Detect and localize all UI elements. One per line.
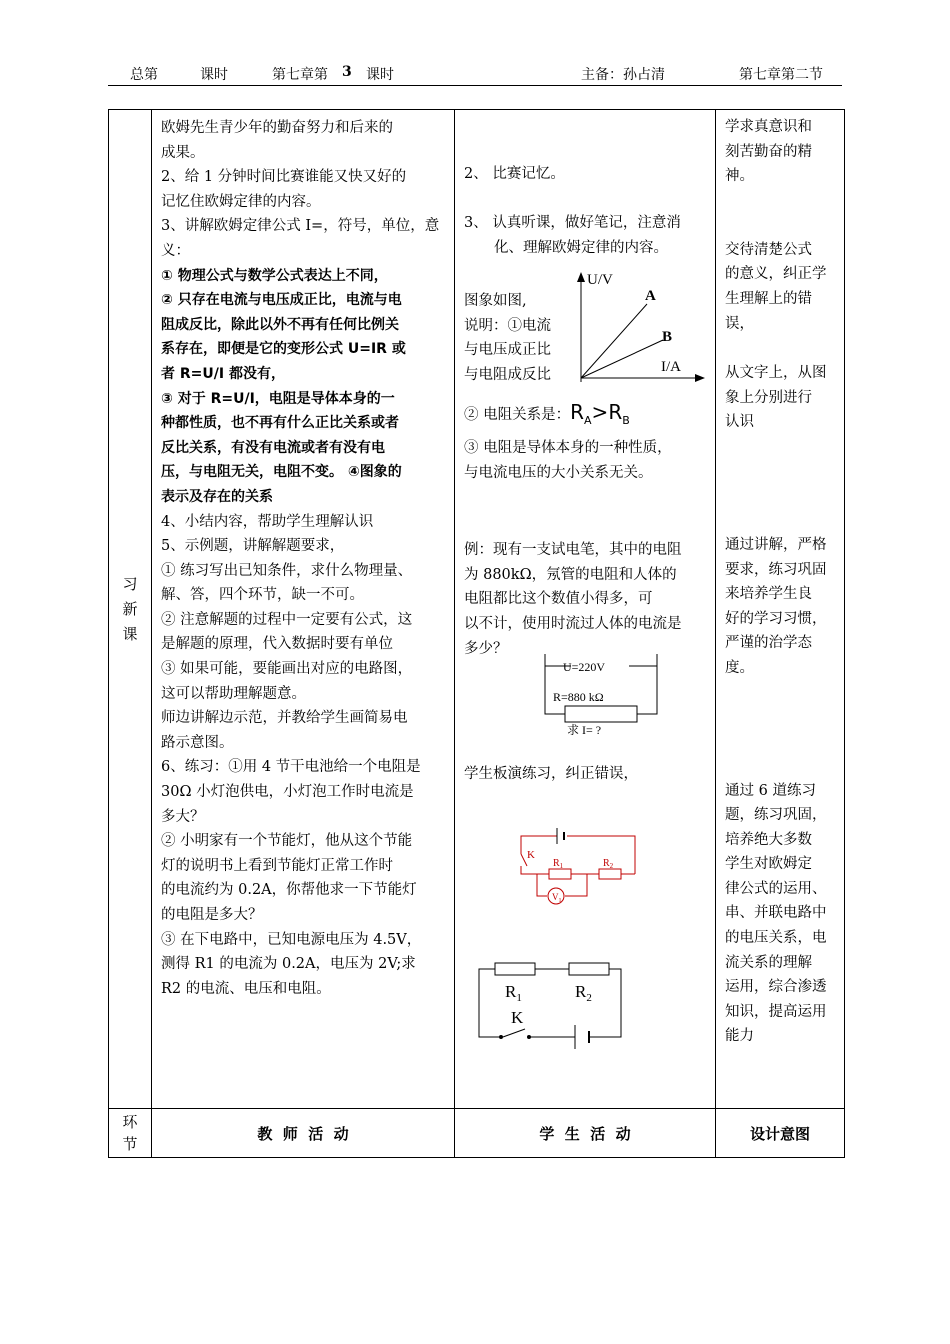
c3-switch-contact: [527, 1035, 531, 1039]
c2-wire-top-right: [567, 836, 635, 874]
circuit-resistor: [565, 706, 637, 722]
example-line-2: 为 880kΩ，氖管的电阻和人体的: [464, 567, 677, 583]
teacher-line: 的电流约为 0.2A，你帮他求一下节能灯: [161, 882, 417, 899]
teacher-line: 多大？: [161, 808, 205, 825]
teacher-line: 灯的说明书上看到节能灯正常工作时: [161, 857, 393, 874]
c2-volt-right: [565, 874, 587, 896]
c2-r1-label: $R_1$: [553, 858, 564, 870]
graph-note-1: 说明：①电流: [464, 318, 551, 334]
c3-resistor-2: [569, 963, 609, 975]
footer-stage: [109, 1109, 152, 1158]
design-line: 来培养学生良: [725, 586, 812, 603]
design-line: 流关系的理解: [725, 954, 812, 971]
example-line-4: 以不计，使用时流过人体的电流是: [464, 616, 682, 632]
design-line: 交待清楚公式: [725, 241, 812, 258]
design-line: 运用，综合渗透: [725, 979, 827, 996]
graph-line-a-label: A: [645, 288, 656, 304]
example-circuit: [525, 642, 675, 737]
student-item-2: 2、 比赛记忆。: [464, 166, 565, 182]
design-line: 能力: [725, 1028, 754, 1045]
teacher-line: 记忆住欧姆定律的内容。: [161, 193, 321, 210]
design-line: 好的学习习惯，: [725, 610, 827, 627]
teacher-line: 系存在，即便是它的变形公式 U=IR 或: [161, 341, 406, 358]
student-activity-area: [455, 110, 715, 1108]
design-block: [725, 779, 838, 1050]
c2-voltmeter-label: $V_1$: [552, 892, 562, 904]
design-line: 度。: [725, 659, 754, 676]
c2-volt-left: [537, 874, 547, 896]
teacher-line: R2 的电流、电压和电阻。: [161, 980, 331, 997]
design-line: 培养绝大多数: [725, 831, 812, 848]
footer-stage-char: 环: [122, 1113, 138, 1131]
header-section: 第七章第二节: [739, 67, 823, 83]
teacher-activity-text: [152, 110, 454, 1001]
student-item-3a: 3、 认真听课，做好笔记，注意消: [464, 215, 681, 231]
stage-label: [109, 110, 151, 647]
graph-note-3: 与电阻成反比: [464, 367, 551, 383]
series-circuit-diagram: [471, 955, 631, 1055]
teacher-line: 者 R=U/I 都没有，: [161, 365, 285, 382]
teacher-line: 4、小结内容，帮助学生理解认识: [161, 513, 374, 530]
c2-resistor-2: [599, 869, 621, 879]
design-line: 的意义，纠正学: [725, 266, 827, 283]
design-line: 串、并联电路中: [725, 905, 827, 922]
design-line: 神。: [725, 168, 754, 185]
teacher-line: 欧姆先生青少年的勤奋努力和后来的: [161, 120, 393, 136]
design-line: 严谨的治学态: [725, 635, 812, 652]
resistance-ra: $R_A>R_B$: [570, 400, 630, 427]
graph-y-label: U/V: [587, 272, 613, 288]
stage-char: 课: [122, 625, 138, 643]
graph-intro: 图象如图,: [464, 293, 527, 309]
design-intent-cell: [716, 110, 845, 1109]
teacher-line: ③ 在下电路中，已知电源电压为 4.5V，: [161, 931, 422, 948]
resistance-relation: [464, 400, 709, 434]
header-chapter-suffix: 课时: [366, 67, 394, 83]
teacher-line: 3、讲解欧姆定律公式 I=，符号，单位，意: [161, 218, 440, 235]
graph-x-arrow: [695, 374, 705, 382]
student-item-3b: 化、理解欧姆定律的内容。: [494, 240, 668, 256]
c3-switch-pivot: [499, 1035, 503, 1039]
teacher-line: 表示及存在的关系: [161, 488, 273, 505]
c3-r1-label: $R_1$: [505, 982, 522, 1004]
c3-switch-label: K: [511, 1008, 524, 1027]
teacher-line: ③ 对于 R=U/I，电阻是导体本身的一: [161, 390, 395, 407]
teacher-line: 阻成反比，除此以外不再有任何比例关: [161, 316, 399, 333]
board-practice: 学生板演练习，纠正错误，: [464, 766, 638, 782]
example-line-1: 例：现有一支试电笔，其中的电阻: [464, 542, 682, 558]
teacher-line: ② 只存在电流与电压成正比，电流与电: [161, 292, 402, 309]
design-line: 要求，练习巩固: [725, 561, 827, 578]
design-line: 学求真意识和: [725, 119, 812, 135]
stage-char: 习: [122, 575, 138, 593]
footer-design: 设计意图: [716, 1109, 845, 1158]
footer-stage-char: 节: [122, 1135, 138, 1153]
c3-wire-right: [589, 969, 621, 1037]
teacher-line: 这可以帮助理解题意。: [161, 685, 306, 702]
footer-student: 学 生 活 动: [455, 1109, 716, 1158]
c2-r2-label: $R_2$: [603, 858, 614, 870]
teacher-line: ② 小明家有一个节能灯，他从这个节能: [161, 833, 413, 850]
content-row: [109, 110, 845, 1109]
design-block: [725, 238, 838, 336]
header-chapter-prefix: 第七章第: [272, 67, 328, 83]
design-line: 通过 6 道练习: [725, 782, 816, 799]
teacher-line: 是解题的原理，代入数据时要有单位: [161, 636, 393, 653]
design-line: 误，: [725, 315, 754, 332]
teacher-line: 解、答，四个环节，缺一不可。: [161, 587, 364, 604]
circuit-top-wire-right: [629, 666, 657, 714]
design-block: [725, 115, 838, 189]
stage-char: 新: [122, 600, 138, 618]
property-note-b: 与电流电压的大小关系无关。: [464, 465, 653, 481]
design-line: 通过讲解，严格: [725, 536, 827, 553]
teacher-line: 种都性质，也不再有什么正比关系或者: [161, 415, 399, 432]
header-author: 主备：孙占清: [581, 67, 665, 83]
footer-row: [109, 1109, 845, 1158]
c3-r2-label: $R_2$: [575, 982, 592, 1004]
design-line: 学生对欧姆定: [725, 856, 812, 873]
teacher-line: 测得 R1 的电流为 0.2A，电压为 2V;求: [161, 956, 416, 973]
teacher-line: 的电阻是多大？: [161, 907, 263, 923]
circuit-question-label: 求 I= ?: [567, 723, 602, 737]
circuit-resistance-label: R=880 kΩ: [553, 690, 604, 704]
teacher-line: 2、给 1 分钟时间比赛谁能又快又好的: [161, 169, 407, 186]
c3-wire-left: [479, 969, 499, 1037]
lesson-table: [108, 109, 845, 1158]
example-line-3: 电阻都比这个数值小得多，可: [464, 591, 653, 607]
graph-x-label: I/A: [661, 359, 681, 375]
graph-line-b: [581, 340, 663, 378]
teacher-activity-cell: [152, 110, 455, 1109]
graph-line-b-label: B: [662, 329, 673, 345]
teacher-line: 反比关系，有没有电流或者有没有电: [161, 439, 385, 456]
teacher-line: 成果。: [161, 144, 205, 161]
stage-cell: [109, 110, 152, 1109]
teacher-line: 压，与电阻无关，电阻不变。 ④图象的: [161, 464, 402, 481]
design-line: 刻苦勤奋的精: [725, 143, 812, 160]
parallel-circuit-diagram: [517, 826, 647, 926]
c2-resistor-1: [549, 869, 571, 879]
c3-resistor-1: [495, 963, 535, 975]
student-activity-cell: [455, 110, 716, 1109]
graph-line-a: [581, 304, 647, 378]
header-rule: [108, 85, 842, 86]
resistance-relation-label: ② 电阻关系是：: [464, 407, 571, 423]
design-intent-text: [716, 110, 844, 1049]
header-total: 总第: [130, 67, 158, 83]
teacher-line: 路示意图。: [161, 734, 234, 751]
design-line: 象上分别进行: [725, 389, 812, 406]
c2-switch-label: K: [527, 849, 535, 861]
footer-teacher: 教 师 活 动: [152, 1109, 455, 1158]
design-line: 从文字上，从图: [725, 365, 827, 382]
graph-note-2: 与电压成正比: [464, 342, 551, 358]
design-line: 认识: [725, 414, 754, 431]
header-chapter-number: 3: [342, 64, 352, 80]
circuit-voltage-label: U=220V: [563, 660, 606, 674]
teacher-line: 6、练习：①用 4 节干电池给一个电阻是: [161, 759, 421, 776]
teacher-line: ① 练习写出已知条件，求什么物理量、: [161, 562, 413, 579]
c3-switch-blade: [503, 1029, 525, 1037]
c2-wire-left: [521, 866, 549, 874]
teacher-line: 30Ω 小灯泡供电，小灯泡工作时电流是: [161, 784, 414, 801]
teacher-line: ③ 如果可能，要能画出对应的电路图，: [161, 661, 413, 678]
design-block: [725, 533, 838, 681]
teacher-line: 义：: [161, 242, 190, 259]
property-note-a: ③ 电阻是导体本身的一种性质，: [464, 440, 672, 456]
teacher-line: 5、示例题，讲解解题要求，: [161, 538, 345, 555]
design-line: 的电压关系，电: [725, 930, 827, 947]
design-line: 生理解上的错: [725, 290, 812, 307]
example-line-5: 多少？: [464, 641, 508, 657]
teacher-line: ① 物理公式与数学公式表达上不同，: [161, 267, 388, 284]
graph-y-arrow: [577, 272, 585, 282]
ui-graph: [565, 264, 715, 384]
teacher-line: ② 注意解题的过程中一定要有公式，这: [161, 611, 413, 628]
design-line: 题，练习巩固，: [725, 807, 827, 824]
design-block: [725, 361, 838, 435]
teacher-line: 师边讲解边示范，并教给学生画简易电: [161, 710, 408, 727]
header-period: 课时: [200, 67, 228, 83]
design-line: 律公式的运用、: [725, 880, 827, 897]
design-line: 知识，提高运用: [725, 1003, 827, 1020]
